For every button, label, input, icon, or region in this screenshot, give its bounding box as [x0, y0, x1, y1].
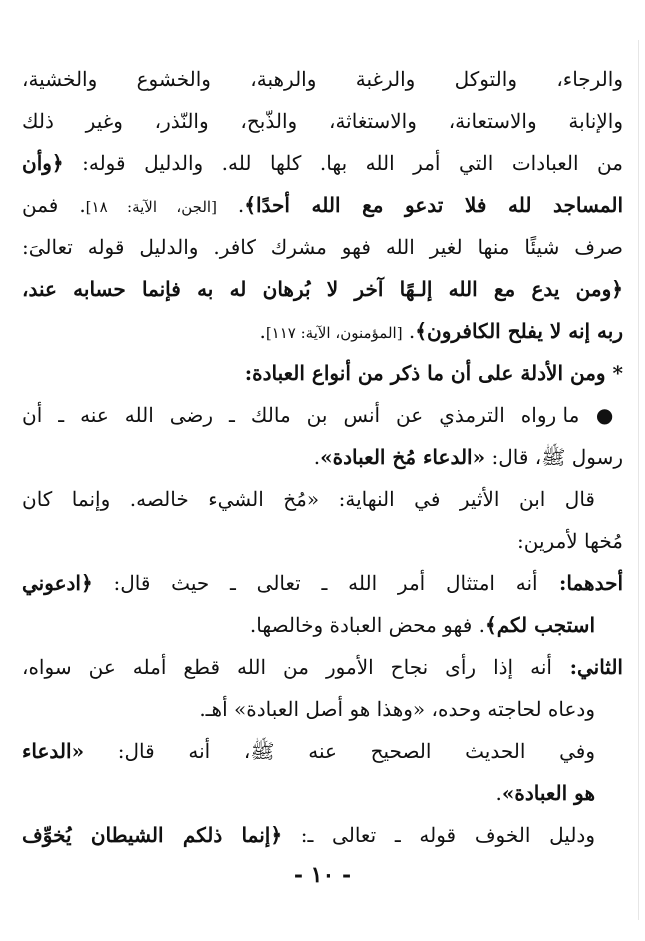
text-line: [22, 226, 623, 268]
text-segment: . فهو محض العبادة وخالصها.: [249, 613, 485, 637]
text-segment: أنه امتثال أمر الله ـ تعالى ـ حيث قال:: [92, 571, 538, 595]
text-segment: والإنابة والاستعانة، والاستغاثة، والذّبح، والنّذر، وغير ذلك: [22, 109, 623, 133]
text-line: [22, 100, 623, 142]
text-segment: ما رواه الترمذي عن أنس بن مالك ـ رضى الله عنه ـ أن: [22, 403, 580, 427]
text-line: [22, 562, 623, 604]
text-segment: مُخها لأمرين:: [517, 529, 623, 553]
text-line: [22, 268, 623, 310]
quoted-text: هو العبادة»: [501, 781, 595, 805]
quoted-text: الثاني:: [551, 655, 623, 679]
text-line: [22, 814, 623, 856]
page-number: - ١٠ -: [293, 862, 352, 888]
text-line: [22, 436, 623, 478]
citation: [المؤمنون، الآية: ١١٧]: [265, 324, 403, 342]
text-segment: من العبادات التي أمر الله بها. كلها لله. والدليل قوله:: [63, 151, 623, 175]
text-segment: . فمن: [22, 193, 86, 217]
quoted-text: استجب لكم﴾: [484, 613, 595, 637]
text-segment: .: [402, 319, 416, 343]
text-line: [22, 478, 623, 520]
text-segment: .: [313, 445, 321, 469]
text-line: [22, 184, 623, 226]
text-segment: .: [216, 193, 245, 217]
text-line: [22, 604, 623, 646]
text-line: [22, 58, 623, 100]
text-line: [22, 394, 623, 436]
text-line: [22, 772, 623, 814]
text-segment: قال ابن الأثير في النهاية: «مُخ الشيء خالصه. وإنما كان: [22, 487, 595, 511]
text-line: [22, 646, 623, 688]
text-segment: وفي الحديث الصحيح عنه ﷺ، أنه قال:: [84, 739, 595, 763]
quoted-text: ●: [579, 403, 623, 427]
text-line: [22, 730, 623, 772]
text-segment: رسول ﷺ، قال:: [485, 445, 623, 469]
text-segment: صرف شيئًا منها لغير الله فهو مشرك كافر. والدليل قوله تعالىَ:: [22, 235, 623, 259]
text-line: [22, 142, 623, 184]
text-segment: أنه إذا رأى نجاح الأمور من الله قطع أمله عن سواه،: [22, 655, 552, 679]
quoted-text: «الدعاء: [22, 739, 85, 763]
text-line: [22, 520, 623, 562]
text-segment: .: [495, 781, 502, 805]
text-segment: ودليل الخوف قوله ـ تعالى ـ:: [282, 823, 595, 847]
text-line: [22, 310, 623, 352]
text-line: [22, 352, 623, 394]
page-margin-line: [638, 40, 639, 920]
quoted-text: «الدعاء مُخ العبادة»: [320, 445, 486, 469]
body-text: [22, 58, 623, 856]
text-line: [22, 688, 623, 730]
quoted-text: ﴿إنما ذلكم الشيطان يُخوِّف: [22, 823, 283, 847]
quoted-text: المساجد لله فلا تدعو مع الله أحدًا﴾: [244, 193, 623, 217]
text-segment: .: [259, 319, 266, 343]
quoted-text: أحدهما:: [537, 571, 623, 595]
quoted-text: ﴿ومن يدع مع الله إلـهًا آخر لا بُرهان له به فإنما حسابه عند،: [22, 277, 623, 301]
quoted-text: ﴿ادعوني: [22, 571, 93, 595]
text-segment: ودعاه لحاجته وحده، «وهذا هو أصل العبادة» أهـ.: [199, 697, 595, 721]
text-segment: والرجاء، والتوكل والرغبة والرهبة، والخشوع والخشية،: [22, 67, 623, 91]
quoted-text: * ومن الأدلة على أن ما ذكر من أنواع العبادة:: [244, 361, 623, 385]
quoted-text: ربه إنه لا يفلح الكافرون﴾: [415, 319, 623, 343]
quoted-text: ﴿وأن: [22, 151, 64, 175]
citation: [الجن، الآية: ١٨]: [85, 198, 217, 216]
